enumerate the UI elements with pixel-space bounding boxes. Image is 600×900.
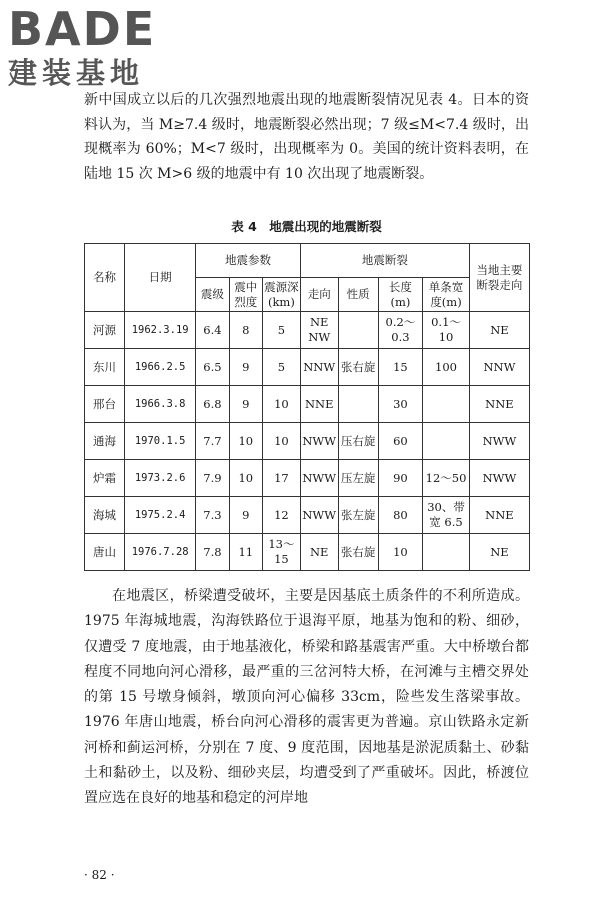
cell-intensity: 9: [229, 386, 262, 423]
header-depth: 震源深(km): [262, 278, 300, 312]
cell-name: 唐山: [85, 534, 125, 571]
cell-magnitude: 7.8: [196, 534, 229, 571]
cell-magnitude: 7.3: [196, 497, 229, 534]
cell-intensity: 10: [229, 423, 262, 460]
cell-length: 15: [378, 349, 423, 386]
cell-length: 0.2～0.3: [378, 312, 423, 349]
cell-depth: 13～15: [262, 534, 300, 571]
cell-width: 12～50: [423, 460, 470, 497]
table-row: [85, 349, 530, 386]
table-caption: 表 4 地震出现的地震断裂: [231, 219, 382, 234]
cell-width: 100: [423, 349, 470, 386]
cell-magnitude: 6.5: [196, 349, 229, 386]
cell-depth: 12: [262, 497, 300, 534]
cell-nature: 压左旋: [338, 460, 378, 497]
cell-nature: 压右旋: [338, 423, 378, 460]
cell-length: 80: [378, 497, 423, 534]
cell-nature: 张右旋: [338, 349, 378, 386]
cell-date: 1966.2.5: [125, 349, 196, 386]
cell-intensity: 9: [229, 349, 262, 386]
header-intensity: 震中烈度: [229, 278, 262, 312]
cell-date: 1966.3.8: [125, 386, 196, 423]
header-length: 长度(m): [378, 278, 423, 312]
cell-date: 1975.2.4: [125, 497, 196, 534]
cell-width: [423, 386, 470, 423]
cell-length: 90: [378, 460, 423, 497]
intro-paragraph: 新中国成立以后的几次强烈地震出现的地震断裂情况见表 4。日本的资料认为，当 M≥7.4 级时，地震断裂必然出现；7 级≤M<7.4 级时，出现概率为 60%；M<7 级时，出现概率为 0。美国的统计资料表明，在陆地 15 次 M>6 级的地震中有 10 次出现了地震断裂。: [84, 92, 529, 182]
cell-strike: NE NW: [300, 312, 338, 349]
table-row: [85, 497, 530, 534]
cell-strike: NWW: [300, 497, 338, 534]
table-row: [85, 423, 530, 460]
cell-name: 邢台: [85, 386, 125, 423]
cell-intensity: 9: [229, 497, 262, 534]
cell-intensity: 11: [229, 534, 262, 571]
table-row: [85, 460, 530, 497]
header-fault-group: 地震断裂: [300, 244, 469, 278]
table-row: [85, 386, 530, 423]
cell-depth: 17: [262, 460, 300, 497]
cell-dominant: NE: [469, 534, 529, 571]
cell-dominant: NE: [469, 312, 529, 349]
header-nature: 性质: [338, 278, 378, 312]
logo-wordmark: BADE: [8, 2, 157, 56]
cell-name: 通海: [85, 423, 125, 460]
cell-width: 30、带宽 6.5: [423, 497, 470, 534]
cell-depth: 5: [262, 312, 300, 349]
cell-nature: 张右旋: [338, 534, 378, 571]
cell-magnitude: 7.9: [196, 460, 229, 497]
cell-intensity: 10: [229, 460, 262, 497]
cell-depth: 10: [262, 423, 300, 460]
header-params-group: 地震参数: [196, 244, 301, 278]
table-row: [85, 534, 530, 571]
cell-depth: 5: [262, 349, 300, 386]
header-magnitude: 震级: [196, 278, 229, 312]
cell-name: 炉霜: [85, 460, 125, 497]
cell-magnitude: 6.8: [196, 386, 229, 423]
cell-width: [423, 423, 470, 460]
logo-subtitle: 建装基地: [8, 56, 145, 90]
cell-date: 1973.2.6: [125, 460, 196, 497]
cell-strike: NWW: [300, 460, 338, 497]
header-date: 日期: [125, 244, 196, 312]
cell-date: 1962.3.19: [125, 312, 196, 349]
cell-date: 1970.1.5: [125, 423, 196, 460]
cell-width: [423, 534, 470, 571]
cell-strike: NE: [300, 534, 338, 571]
cell-width: 0.1～10: [423, 312, 470, 349]
header-width: 单条宽度(m): [423, 278, 470, 312]
earthquake-fault-table: [84, 243, 530, 571]
cell-date: 1976.7.28: [125, 534, 196, 571]
cell-strike: NNW: [300, 349, 338, 386]
bade-logo: [8, 4, 183, 92]
cell-dominant: NWW: [469, 460, 529, 497]
cell-strike: NNE: [300, 386, 338, 423]
cell-name: 海城: [85, 497, 125, 534]
cell-length: 10: [378, 534, 423, 571]
cell-magnitude: 7.7: [196, 423, 229, 460]
cell-length: 30: [378, 386, 423, 423]
cell-dominant: NWW: [469, 423, 529, 460]
cell-strike: NWW: [300, 423, 338, 460]
cell-depth: 10: [262, 386, 300, 423]
header-name: 名称: [85, 244, 125, 312]
cell-dominant: NNW: [469, 349, 529, 386]
cell-name: 东川: [85, 349, 125, 386]
header-strike: 走向: [300, 278, 338, 312]
cell-nature: [338, 386, 378, 423]
header-dominant: 当地主要断裂走向: [469, 244, 529, 312]
cell-magnitude: 6.4: [196, 312, 229, 349]
cell-dominant: NNE: [469, 497, 529, 534]
cell-nature: [338, 312, 378, 349]
cell-dominant: NNE: [469, 386, 529, 423]
body-paragraph: 在地震区，桥梁遭受破坏，主要是因基底土质条件的不利所造成。1975 年海城地震，沟海铁路位于退海平原，地基为饱和的粉、细砂，仅遭受 7 度地震，由于地基液化，桥梁和路基震害严重。大中桥墩台都程度不同地向河心滑移，最严重的三岔河特大桥，在河滩与主槽交界处的第 15 号墩身倾斜，墩顶向河心偏移 33cm，险些发生落梁事故。1976 年唐山地震，桥台向河心滑移的震害更为普遍。京山铁路永定新河桥和蓟运河桥，分别在 7 度、9 度范围，因地基是淤泥质黏土、砂黏土和黏砂土，以及粉、细砂夹层，均遭受到了严重破坏。因此，桥渡位置应选在良好的地基和稳定的河岸地: [84, 588, 529, 807]
page-number: · 82 ·: [84, 868, 115, 882]
cell-length: 60: [378, 423, 423, 460]
table-row: [85, 312, 530, 349]
cell-name: 河源: [85, 312, 125, 349]
cell-nature: 张左旋: [338, 497, 378, 534]
cell-intensity: 8: [229, 312, 262, 349]
